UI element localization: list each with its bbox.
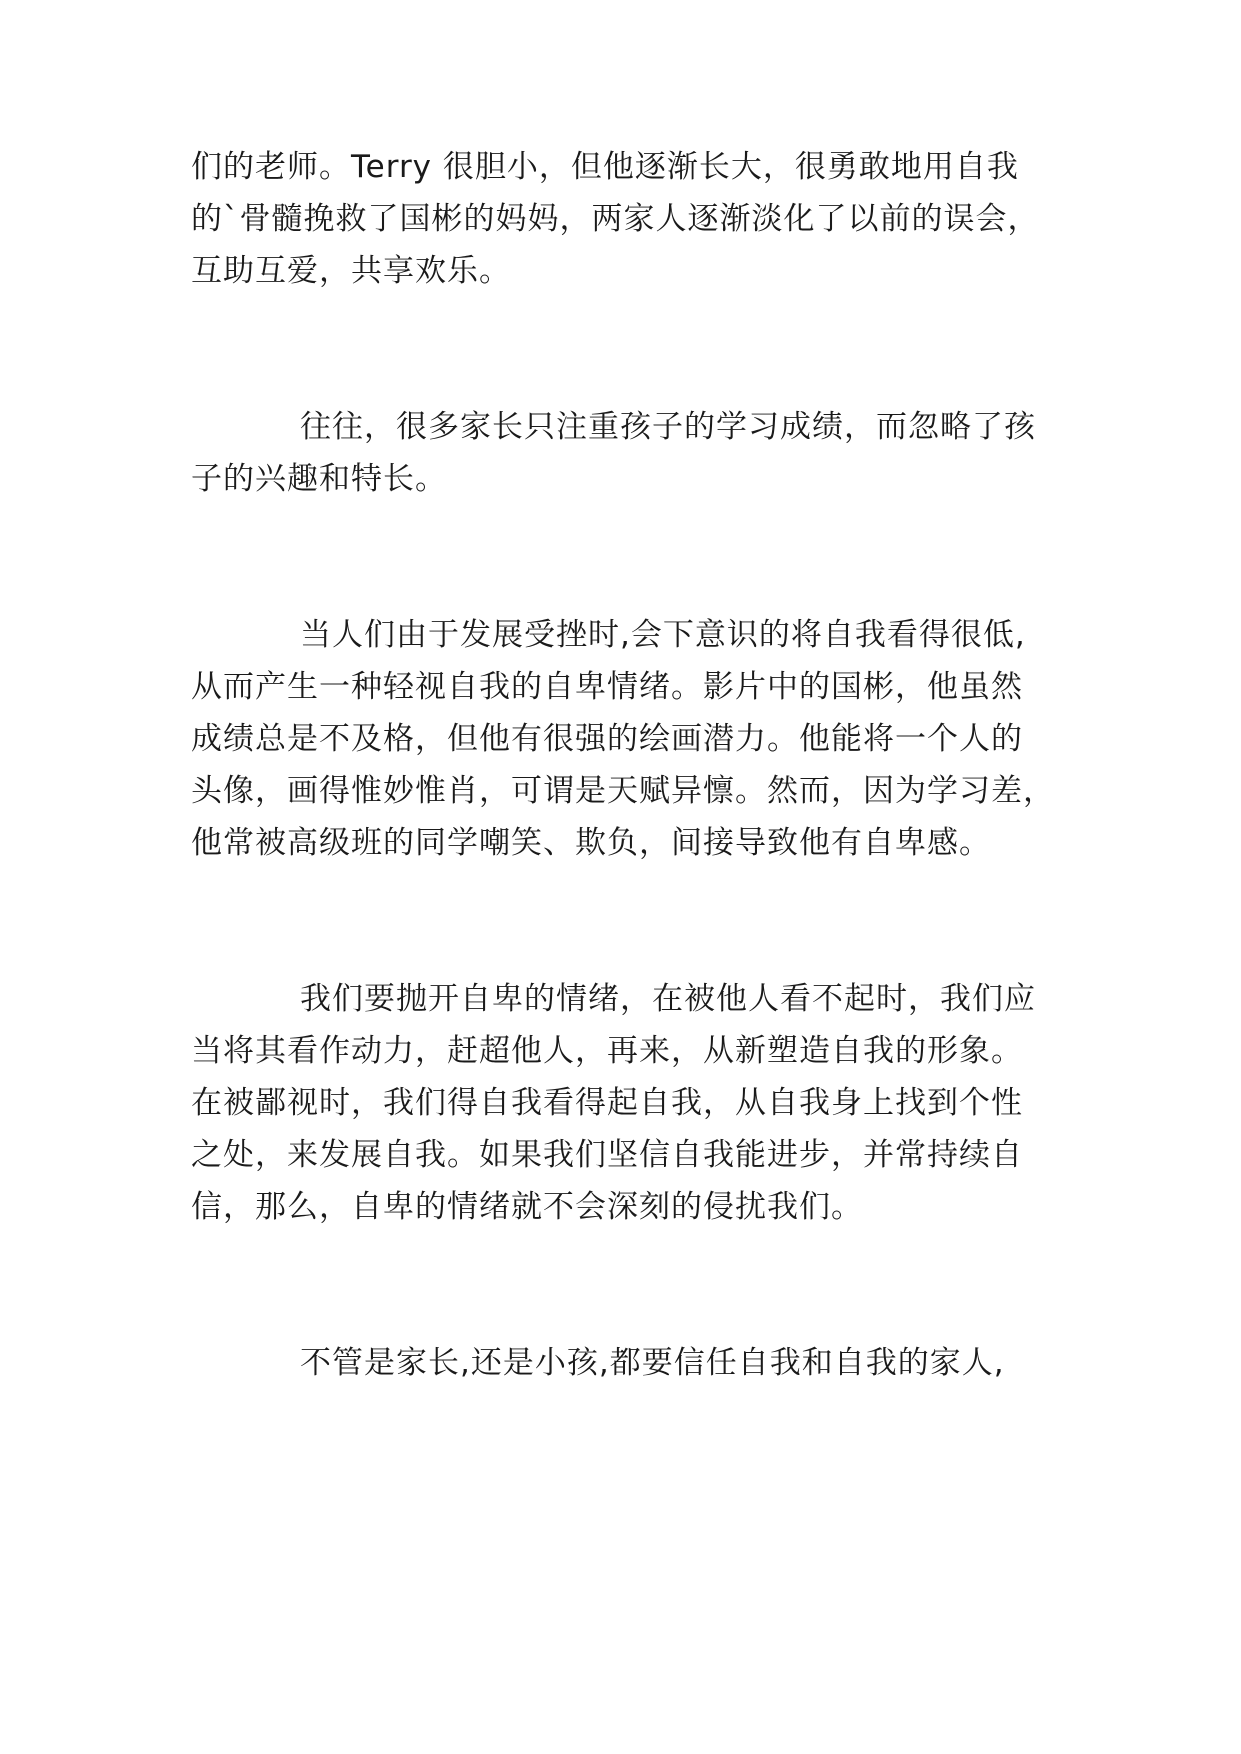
text-line: 的`骨髓挽救了国彬的妈妈，两家人逐渐淡化了以前的误会， bbox=[191, 201, 1040, 237]
text-line: 成绩总是不及格，但他有很强的绘画潜力。他能将一个人的 bbox=[191, 721, 1023, 757]
text-line: 头像，画得惟妙惟肖，可谓是天赋异懔。然而，因为学习差， bbox=[191, 773, 1055, 809]
text-line: 信，那么，自卑的情绪就不会深刻的侵扰我们。 bbox=[191, 1189, 863, 1225]
text-line: 当将其看作动力，赶超他人，再来，从新塑造自我的形象。 bbox=[191, 1033, 1023, 1069]
text-line: 互助互爱，共享欢乐。 bbox=[191, 253, 511, 289]
text-line: 他常被高级班的同学嘲笑、欺负，间接导致他有自卑感。 bbox=[191, 825, 991, 861]
text-line: 我们要抛开自卑的情绪，在被他人看不起时，我们应 bbox=[300, 981, 1036, 1017]
text-line: 们的老师。Terry 很胆小，但他逐渐长大，很勇敢地用自我 bbox=[191, 149, 1019, 185]
text-line: 从而产生一种轻视自我的自卑情绪。影片中的国彬，他虽然 bbox=[191, 669, 1023, 705]
text-line: 在被鄙视时，我们得自我看得起自我，从自我身上找到个性 bbox=[191, 1085, 1023, 1121]
text-line: 子的兴趣和特长。 bbox=[191, 461, 447, 497]
text-line: 之处，来发展自我。如果我们坚信自我能进步，并常持续自 bbox=[191, 1137, 1023, 1173]
text-line: 当人们由于发展受挫时,会下意识的将自我看得很低, bbox=[300, 617, 1026, 653]
text-line: 往往，很多家长只注重孩子的学习成绩，而忽略了孩 bbox=[300, 409, 1036, 445]
text-line: 不管是家长,还是小孩,都要信任自我和自我的家人, bbox=[300, 1345, 1005, 1381]
